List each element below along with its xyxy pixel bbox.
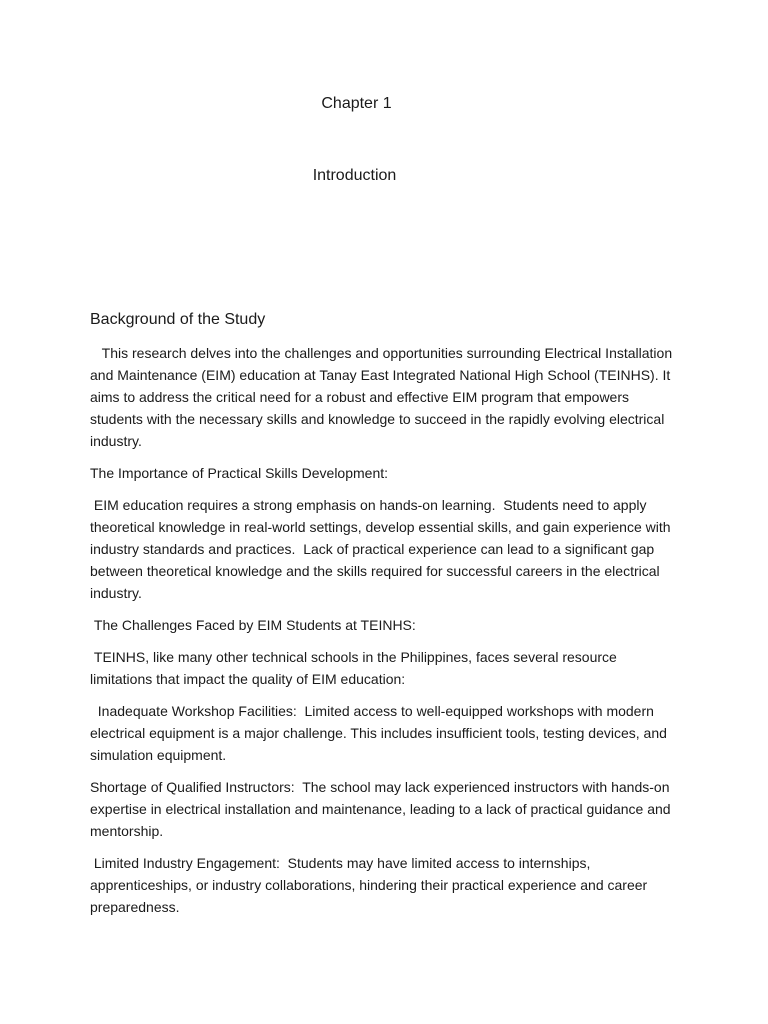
paragraph-instructors: Shortage of Qualified Instructors: The school may lack experienced instructors with hands-on expertise in electrical installation and maintenance, leading to a lack of practical guidance and mentorship.: [90, 779, 675, 839]
paragraph-intro: This research delves into the challenges and opportunities surrounding Electrical Installation and Maintenance (EIM) education at Tanay East Integrated National High School (TEINHS). It aims to address the critical need for a robust and effective EIM program that empowers students with the necessary skills and knowledge to succeed in the rapidly evolving electrical industry.: [90, 345, 677, 449]
section-heading: Background of the Study: [90, 311, 266, 328]
paragraph-importance: EIM education requires a strong emphasis on hands-on learning. Students need to apply theoretical knowledge in real-world settings, develop essential skills, and gain experience with industry standards and practices. Lack of practical experience can lead to a significant gap between theoretical knowledge and the skills required for successful careers in the electrical industry.: [90, 497, 675, 601]
paragraph-challenges: TEINHS, like many other technical schools in the Philippines, faces several resource limitations that impact the quality of EIM education:: [90, 649, 621, 687]
paragraph-challenges-heading: The Challenges Faced by EIM Students at TEINHS:: [90, 617, 416, 633]
chapter-number: Chapter 1: [321, 95, 392, 112]
paragraph-workshop-facilities: Inadequate Workshop Facilities: Limited access to well-equipped workshops with modern electrical equipment is a major challenge. This includes insufficient tools, testing devices, and simulation equipment.: [90, 703, 671, 763]
paragraph-importance-heading: The Importance of Practical Skills Development:: [90, 465, 389, 481]
paragraph-industry-engagement: Limited Industry Engagement: Students may have limited access to internships, apprenticeships, or industry collaborations, hindering their practical experience and career preparedness.: [90, 855, 652, 915]
chapter-title: Introduction: [312, 167, 397, 184]
document-body: [90, 309, 682, 928]
